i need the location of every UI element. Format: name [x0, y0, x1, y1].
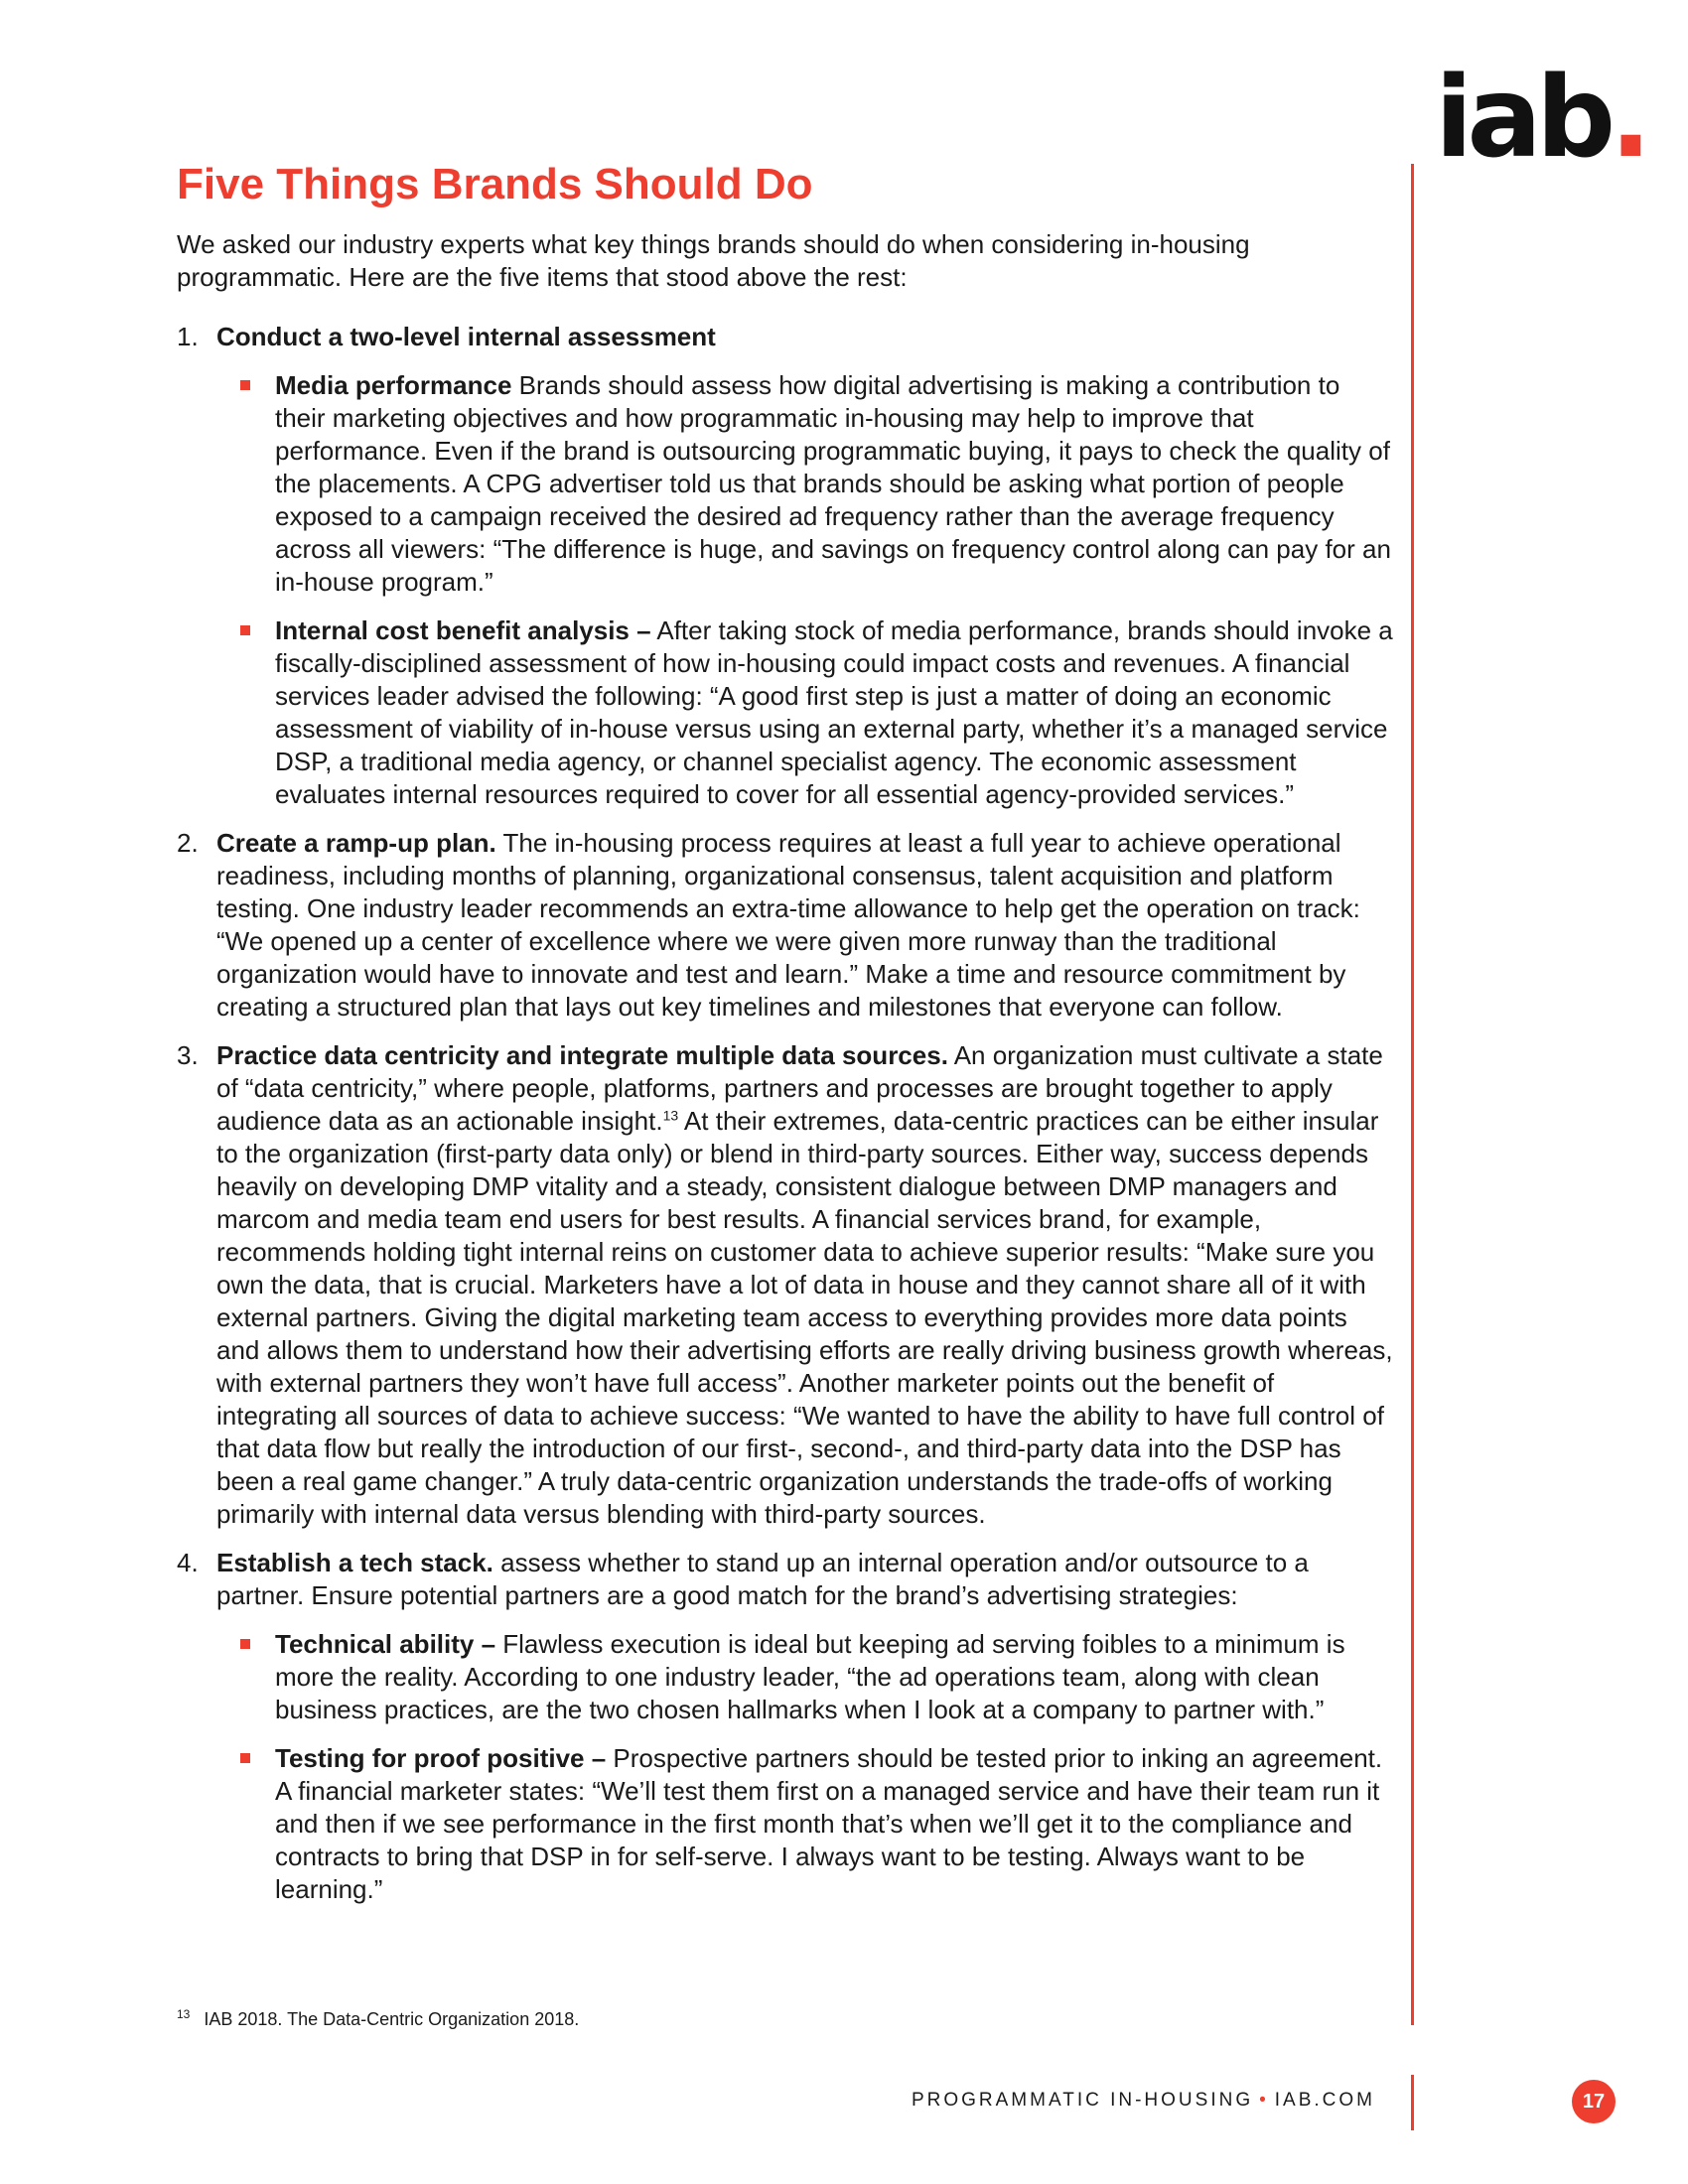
footnote: [177, 2007, 579, 2031]
footnote-ref: 13: [662, 1107, 679, 1124]
footnote-text: IAB 2018. The Data-Centric Organization 2018.: [204, 2009, 580, 2029]
intro-paragraph: We asked our industry experts what key things brands should do when considering in-housing programmatic. Here are the five items that stood above the rest:: [177, 229, 1250, 292]
item-number: 1.: [177, 322, 199, 351]
item-number: 4.: [177, 1548, 199, 1577]
sub-item-text: Prospective partners should be tested prior to inking an agreement. A financial marketer states: “We’ll test them first on a managed service and have their team run it and then if we see performance in the first month that’s when we’ll get it to the compliance and contracts to bring that DSP in for self-serve. I always want to be testing. Always want to be learning.”: [275, 1743, 1383, 1904]
item-number: 2.: [177, 828, 199, 858]
logo-dot: .: [1610, 54, 1646, 183]
page-footer: [874, 2088, 1375, 2114]
sub-item-text: After taking stock of media performance, brands should invoke a fiscally-disciplined assessment of how in-housing could impact costs and revenues. A financial services leader advised the following: “A good first step is just a matter of doing an economic assessment of viability of in-house versus using an external party, whether it’s a managed service DSP, a traditional media agency, or channel specialist agency. The economic assessment evaluates internal resources required to cover for all essential agency-provided services.”: [275, 615, 1393, 809]
margin-rule: [1411, 164, 1414, 2025]
sub-item-media-performance: [216, 369, 1393, 599]
list-item-3: [177, 1039, 1393, 1531]
item-text-continued: At their extremes, data-centric practices can be either insular to the organization (first-party data only) or blend in third-party sources. Either way, success depends heavily on developing DMP vitality and a steady, consistent dialogue between DMP managers and marcom and media team end users for best results. A financial services brand, for example, recommends holding tight internal reins on customer data to achieve superior results: “Make sure you own the data, that is crucial. Marketers have a lot of data in house and they cannot share all of it with external partners. Giving the digital marketing team access to everything provides more data points and allows them to understand how their advertising efforts are really driving business growth whereas, with external partners they won’t have full access”. Another marketer points out the benefit of integrating all sources of data to achieve success: “We wanted to have the ability to have full control of that data flow but really the introduction of our first-, second-, and third-party data into the DSP has been a real game changer.” A truly data-centric organization understands the trade-offs of working primarily with internal data versus blending with third-party sources.: [216, 1106, 1393, 1529]
page-title: Five Things Brands Should Do: [177, 160, 813, 208]
page-number-badge: 17: [1572, 2080, 1616, 2123]
sub-item-heading: Media performance: [275, 370, 512, 400]
sub-item-heading: Testing for proof positive –: [275, 1743, 607, 1773]
square-bullet-icon: [240, 1753, 250, 1763]
item-number: 3.: [177, 1040, 199, 1070]
square-bullet-icon: [240, 380, 250, 390]
item-text: An organization must cultivate a state of “data centricity,” where people, platforms, partners and processes are brought together to apply audience data as an actionable insight.: [216, 1040, 1383, 1136]
item-heading: Establish a tech stack.: [216, 1548, 493, 1577]
item-heading: Create a ramp-up plan.: [216, 828, 496, 858]
list-item-1: [177, 321, 1393, 811]
sub-item-testing: [216, 1742, 1393, 1906]
footer-rule: [1411, 2075, 1414, 2130]
sub-item-heading: Internal cost benefit analysis –: [275, 615, 651, 645]
square-bullet-icon: [240, 625, 250, 635]
sub-item-text: Flawless execution is ideal but keeping ad serving foibles to a minimum is more the reality. According to one industry leader, “the ad operations team, along with clean business practices, are the two chosen hallmarks when I look at a company to partner with.”: [275, 1629, 1345, 1724]
item-heading: Conduct a two-level internal assessment: [216, 322, 716, 351]
footer-publication: PROGRAMMATIC IN-HOUSING: [911, 2090, 1254, 2111]
sub-item-technical-ability: [216, 1628, 1393, 1726]
list-item-2: [177, 827, 1393, 1024]
footer-separator: •: [1259, 2090, 1269, 2111]
iab-logo: [1435, 54, 1646, 183]
sub-list: [216, 1628, 1393, 1906]
sub-item-text: Brands should assess how digital advertising is making a contribution to their marketing objectives and how programmatic in-housing may help to improve that performance. Even if the brand is outsourcing programmatic buying, it pays to check the quality of the placements. A CPG advertiser told us that brands should be asking what portion of people exposed to a campaign received the desired ad frequency rather than the average frequency across all viewers: “The difference is huge, and savings on frequency control along can pay for an in-house program.”: [275, 370, 1391, 597]
list-item-4: [177, 1547, 1393, 1906]
square-bullet-icon: [240, 1639, 250, 1649]
item-heading: Practice data centricity and integrate multiple data sources.: [216, 1040, 948, 1070]
sub-item-cost-benefit: [216, 614, 1393, 811]
footer-site-link[interactable]: IAB.COM: [1274, 2090, 1375, 2111]
logo-text: iab: [1435, 54, 1611, 183]
sub-list: [216, 369, 1393, 811]
recommendations-list: [177, 321, 1393, 1922]
sub-item-heading: Technical ability –: [275, 1629, 496, 1659]
item-text: The in-housing process requires at least a full year to achieve operational readiness, including months of planning, organizational consensus, talent acquisition and platform testing. One industry leader recommends an extra-time allowance to help get the operation on track: “We opened up a center of excellence where we were given more runway than the traditional organization would have to innovate and test and learn.” Make a time and resource commitment by creating a structured plan that lays out key timelines and milestones that everyone can follow.: [216, 828, 1360, 1022]
footnote-number: 13: [177, 2007, 191, 2021]
item-text: assess whether to stand up an internal operation and/or outsource to a partner. Ensure potential partners are a good match for the brand’s advertising strategies:: [216, 1548, 1309, 1610]
